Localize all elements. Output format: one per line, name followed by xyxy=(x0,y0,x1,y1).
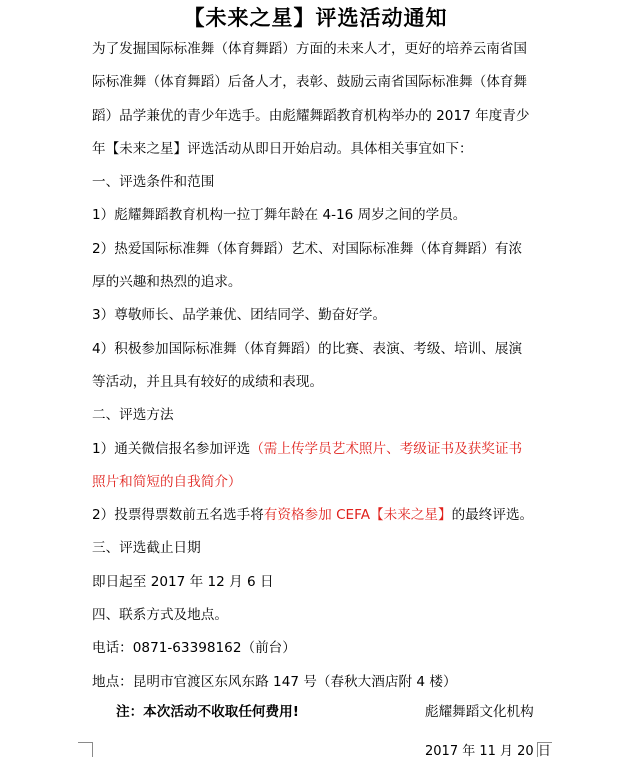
notice-date: 2017 年 11 月 20 日 xyxy=(425,744,551,759)
method-item-highlight: 有资格参加 CEFA【未来之星】 xyxy=(263,507,452,524)
method-item xyxy=(92,433,550,466)
intro-line: 年【未来之星】评选活动从即日开始启动。具体相关事宜如下： xyxy=(92,140,473,157)
method-item xyxy=(92,499,550,532)
page-corner-mark xyxy=(537,742,552,757)
contact-address: 地点：昆明市官渡区东风东路 147 号（春秋大酒店附 4 楼） xyxy=(92,673,457,690)
method-item-prefix: 2）投票得票数前五名选手将 xyxy=(92,507,264,524)
document-body xyxy=(92,33,550,699)
page-corner-mark xyxy=(78,742,93,757)
section-heading: 一、评选条件和范围 xyxy=(92,174,215,191)
criteria-item-continuation: 厚的兴趣和热烈的追求。 xyxy=(92,274,242,291)
deadline-text: 即日起至 2017 年 12 月 6 日 xyxy=(92,573,274,590)
free-of-charge-note: 注：本次活动不收取任何费用! xyxy=(116,704,299,720)
section-heading: 二、评选方法 xyxy=(92,407,174,424)
criteria-item: 3）尊敬师长、品学兼优、团结同学、勤奋好学。 xyxy=(92,307,387,324)
document-title: 【未来之星】评选活动通知 xyxy=(183,6,448,30)
method-item-highlight: （需上传学员艺术照片、考级证书及获奖证书 xyxy=(250,440,523,457)
criteria-item: 4）积极参加国际标准舞（体育舞蹈）的比赛、表演、考级、培训、展演 xyxy=(92,340,523,357)
organization-signature: 彪耀舞蹈文化机构 xyxy=(425,704,534,720)
intro-line: 为了发掘国际标准舞（体育舞蹈）方面的未来人才，更好的培养云南省国 xyxy=(92,41,527,57)
criteria-item: 2）热爱国际标准舞（体育舞蹈）艺术、对国际标准舞（体育舞蹈）有浓 xyxy=(92,240,523,257)
method-item-suffix: 的最终评选。 xyxy=(451,507,534,524)
intro-line: 际标准舞（体育舞蹈）后备人才，表彰、鼓励云南省国际标准舞（体育舞 xyxy=(92,74,527,91)
section-heading: 三、评选截止日期 xyxy=(92,540,201,557)
section-heading: 四、联系方式及地点。 xyxy=(92,607,228,624)
method-item-prefix: 1）通关微信报名参加评选 xyxy=(92,440,251,457)
criteria-item-continuation: 等活动，并且具有较好的成绩和表现。 xyxy=(92,373,324,390)
contact-phone: 电话：0871-63398162（前台） xyxy=(92,640,296,657)
intro-line: 蹈）品学兼优的青少年选手。由彪耀舞蹈教育机构举办的 2017 年度青少 xyxy=(92,107,530,124)
criteria-item: 1）彪耀舞蹈教育机构一拉丁舞年龄在 4-16 周岁之间的学员。 xyxy=(92,207,467,224)
method-item-highlight: 照片和简短的自我简介） xyxy=(92,473,242,490)
